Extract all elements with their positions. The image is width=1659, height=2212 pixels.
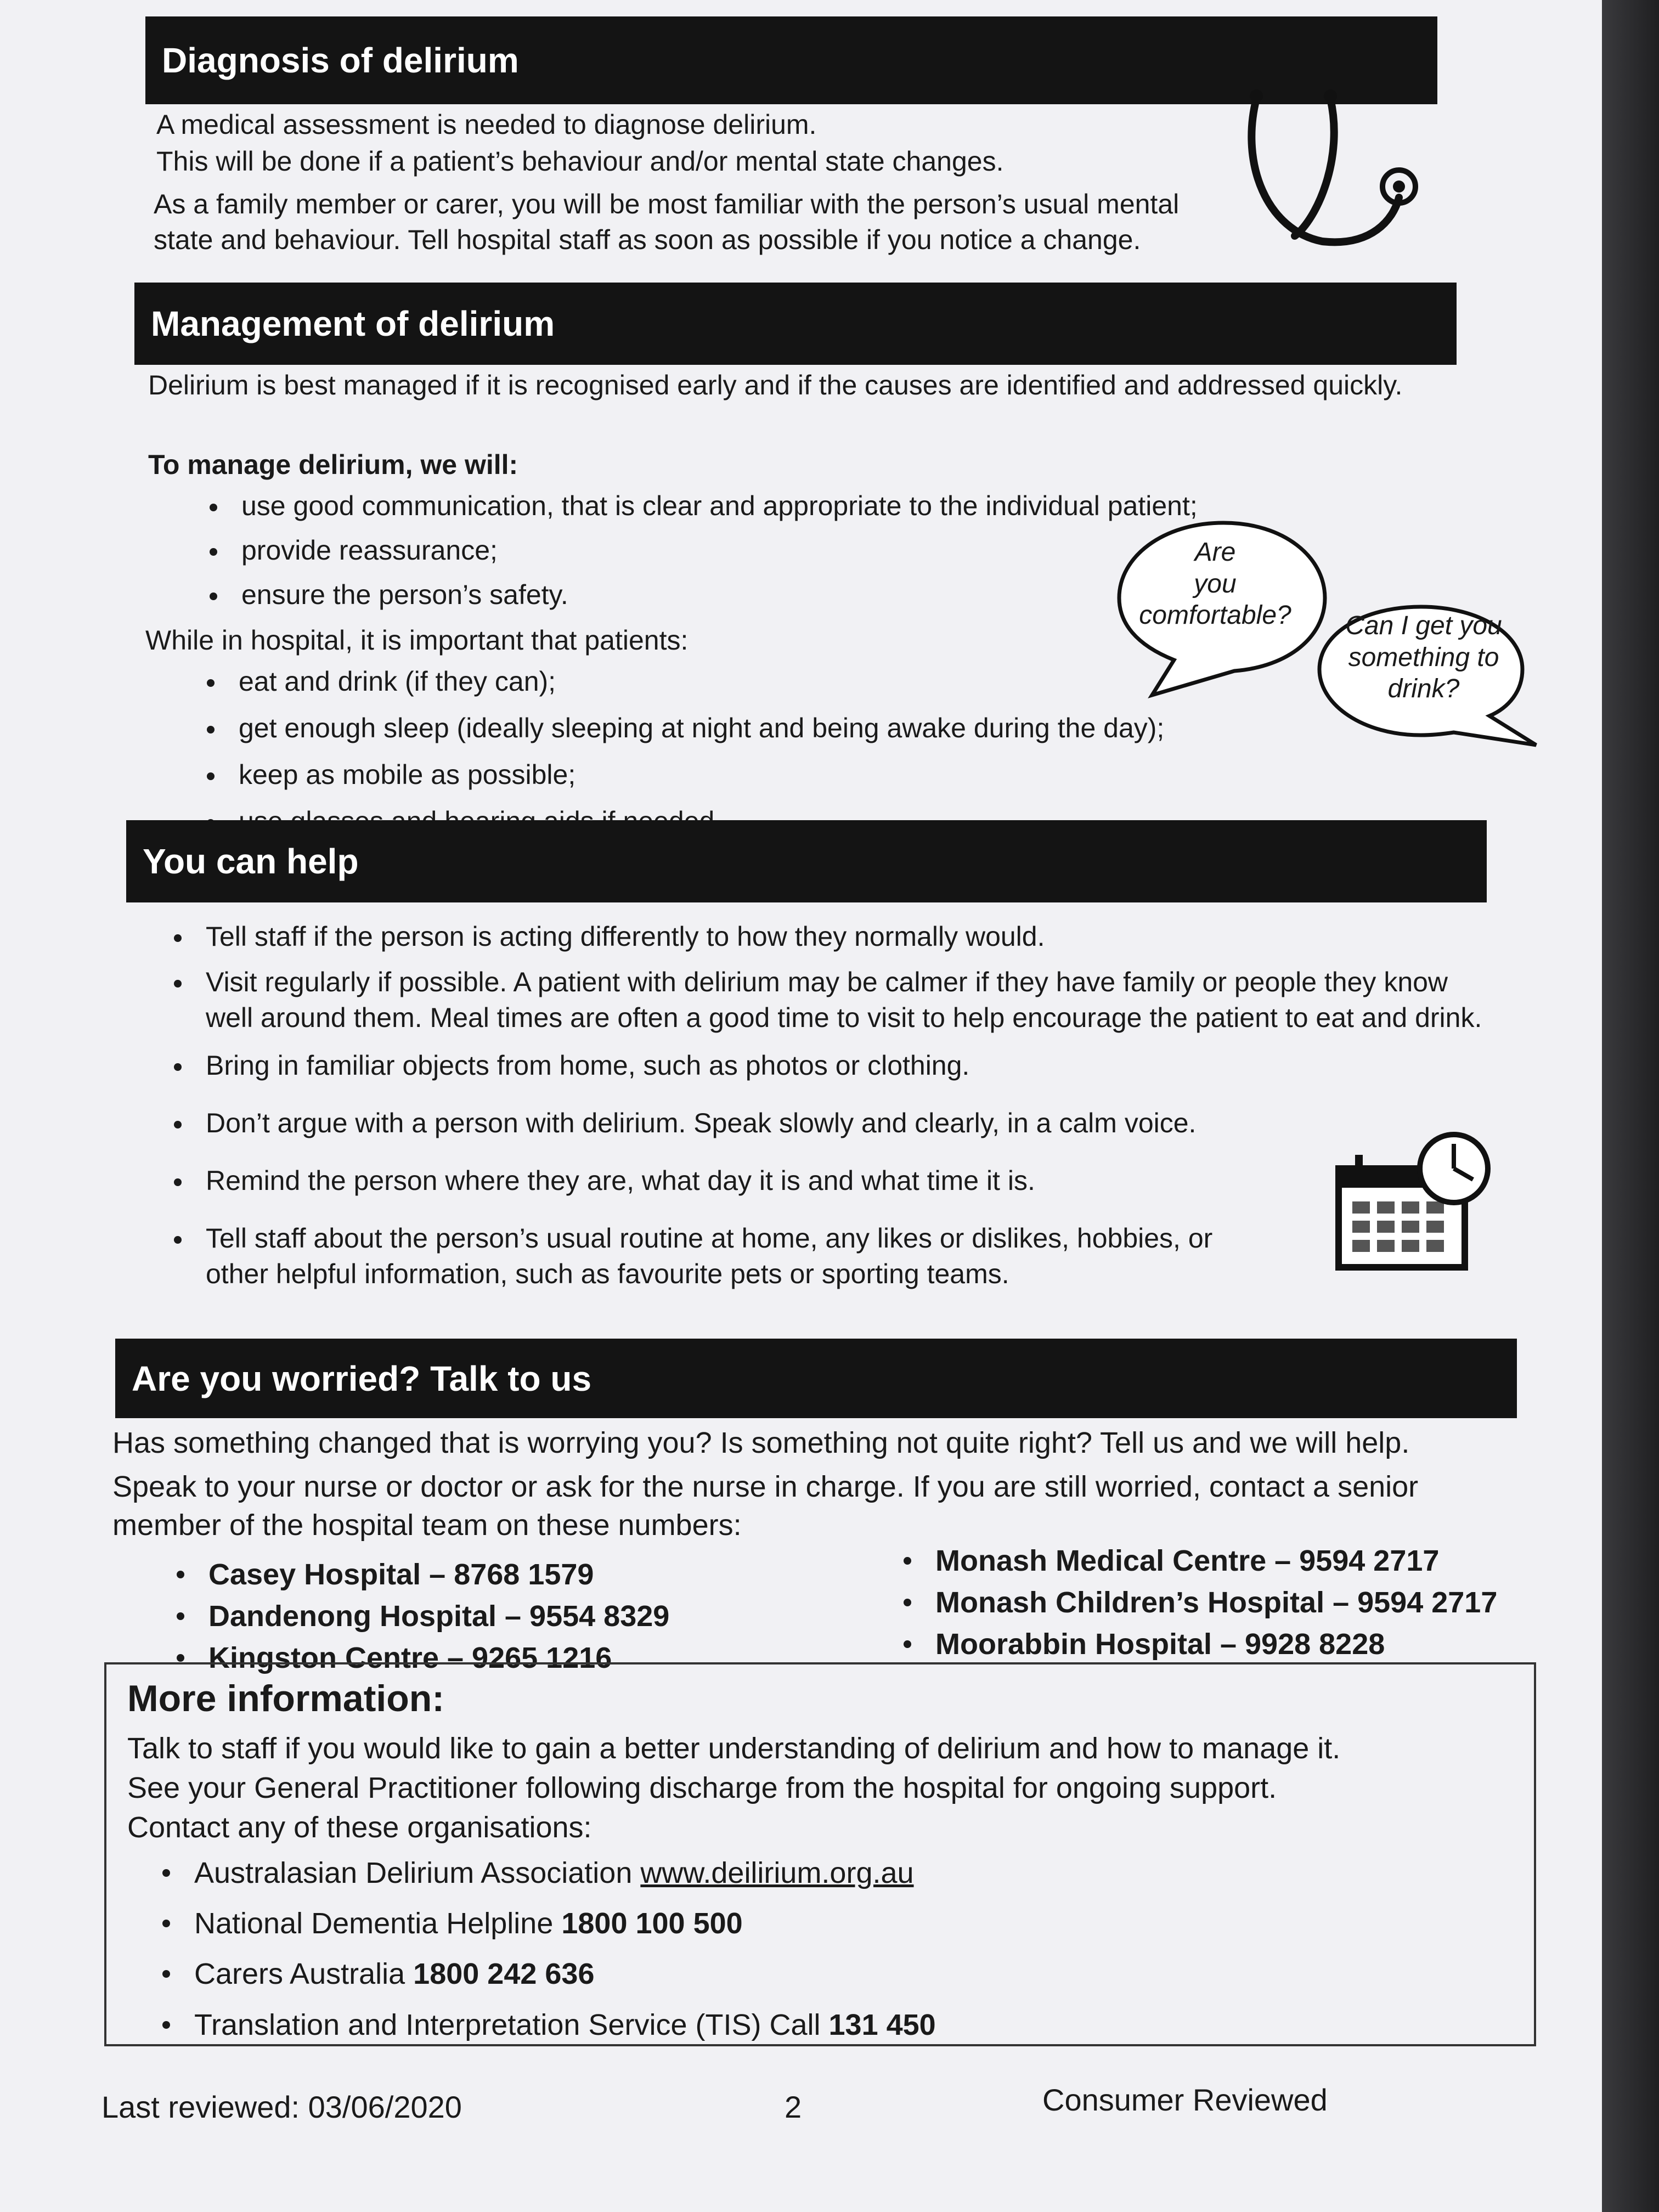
management-intro: Delirium is best managed if it is recognised early and if the causes are identified and addressed quickly. — [148, 370, 1403, 400]
contact-item: Moorabbin Hospital – 9928 8228 — [859, 1625, 1572, 1663]
management-we-will-list — [165, 488, 1262, 613]
list-item: keep as mobile as possible; — [162, 757, 1259, 793]
management-heading: Management of delirium — [151, 304, 555, 343]
list-item: Visit regularly if possible. A patient with delirium may be calmer if they have family or people they know well around them. Meal times are often a good time to visit to help encourage the patient to eat and drink. — [129, 964, 1500, 1036]
management-patients-list — [162, 664, 1259, 839]
management-patients-label: While in hospital, it is important that patients: — [145, 625, 689, 656]
worried-heading: Are you worried? Talk to us — [132, 1358, 592, 1398]
diagnosis-line-2: This will be done if a patient’s behaviour and/or mental state changes. — [156, 146, 1004, 177]
more-info-line-1: Talk to staff if you would like to gain a better understanding of delirium and how to manage it. — [127, 1732, 1341, 1765]
list-item: Remind the person where they are, what day it is and what time it is. — [129, 1163, 1303, 1199]
contact-item: Monash Children’s Hospital – 9594 2717 — [859, 1583, 1572, 1622]
bubble-comfortable: Are you comfortable? — [1139, 538, 1291, 630]
bubble-drink: Can I get you something to drink? — [1345, 611, 1502, 704]
contact-item: Monash Medical Centre – 9594 2717 — [859, 1542, 1572, 1580]
worried-paragraph-2: Speak to your nurse or doctor or ask for the nurse in charge. If you are still worried, contact a senior member of the hospital team on these numbers: — [112, 1470, 1419, 1542]
list-item: use good communication, that is clear and appropriate to the individual patient; — [165, 488, 1262, 524]
phone-number: 1800 100 500 — [561, 1907, 743, 1940]
delirium-website-link[interactable]: www.deilirium.org.au — [640, 1857, 914, 1889]
phone-number: 1800 242 636 — [413, 1957, 595, 1991]
list-item: get enough sleep (ideally sleeping at night and being awake during the day); — [162, 710, 1259, 746]
organisations-list — [117, 1854, 1489, 2044]
list-item: ensure the person’s safety. — [165, 577, 1262, 613]
list-item: Tell staff if the person is acting differently to how they normally would. — [129, 919, 1500, 955]
section-heading-help — [126, 820, 1487, 902]
list-item: provide reassurance; — [165, 533, 1262, 568]
worried-paragraph-1: Has something changed that is worrying you? Is something not quite right? Tell us and we will help. — [112, 1426, 1410, 1459]
list-item: Don’t argue with a person with delirium. Speak slowly and clearly, in a calm voice. — [129, 1105, 1303, 1141]
section-heading-management — [134, 283, 1457, 365]
diagnosis-paragraph-2: As a family member or carer, you will be most familiar with the person’s usual mental state and behaviour. Tell hospital staff as soon as possible if you notice a change. — [154, 189, 1180, 255]
diagnosis-heading: Diagnosis of delirium — [162, 41, 519, 80]
org-item: Australasian Delirium Association www.deilirium.org.au — [117, 1854, 1489, 1892]
contact-item: Casey Hospital – 8768 1579 — [132, 1555, 845, 1594]
org-item: National Dementia Helpline 1800 100 500 — [117, 1904, 1489, 1943]
more-info-box — [104, 1662, 1536, 2046]
phone-number: 131 450 — [828, 2008, 936, 2041]
section-heading-worried — [115, 1339, 1517, 1418]
footer-reviewed: Last reviewed: 03/06/2020 — [101, 2090, 462, 2124]
footer-page-number: 2 — [785, 2090, 802, 2124]
contact-item: Kingston Centre – 9265 1216 — [132, 1639, 845, 1677]
contacts-right — [859, 1542, 1572, 1667]
help-list — [129, 919, 1500, 1292]
background-surface — [1602, 0, 1659, 2212]
org-item: Translation and Interpretation Service (TIS) Call 131 450 — [117, 2006, 1489, 2044]
management-we-will-label: To manage delirium, we will: — [148, 449, 518, 480]
diagnosis-line-1: A medical assessment is needed to diagnose delirium. — [156, 109, 817, 140]
more-info-line-3: Contact any of these organisations: — [127, 1811, 592, 1844]
contact-item: Dandenong Hospital – 9554 8329 — [132, 1597, 845, 1635]
list-item: Bring in familiar objects from home, such as photos or clothing. — [129, 1048, 1500, 1084]
calendar-clock-icon — [1328, 1125, 1503, 1278]
list-item: Tell staff about the person’s usual routine at home, any likes or dislikes, hobbies, or other helpful information, such as favourite pets or sporting teams. — [129, 1221, 1281, 1292]
list-item: eat and drink (if they can); — [162, 664, 1259, 699]
stethoscope-icon — [1234, 82, 1421, 258]
more-info-line-2: See your General Practitioner following discharge from the hospital for ongoing support. — [127, 1771, 1277, 1804]
more-info-heading: More information: — [127, 1678, 444, 1719]
help-heading: You can help — [143, 842, 359, 881]
footer-status: Consumer Reviewed — [1042, 2083, 1328, 2117]
org-item: Carers Australia 1800 242 636 — [117, 1955, 1489, 1993]
